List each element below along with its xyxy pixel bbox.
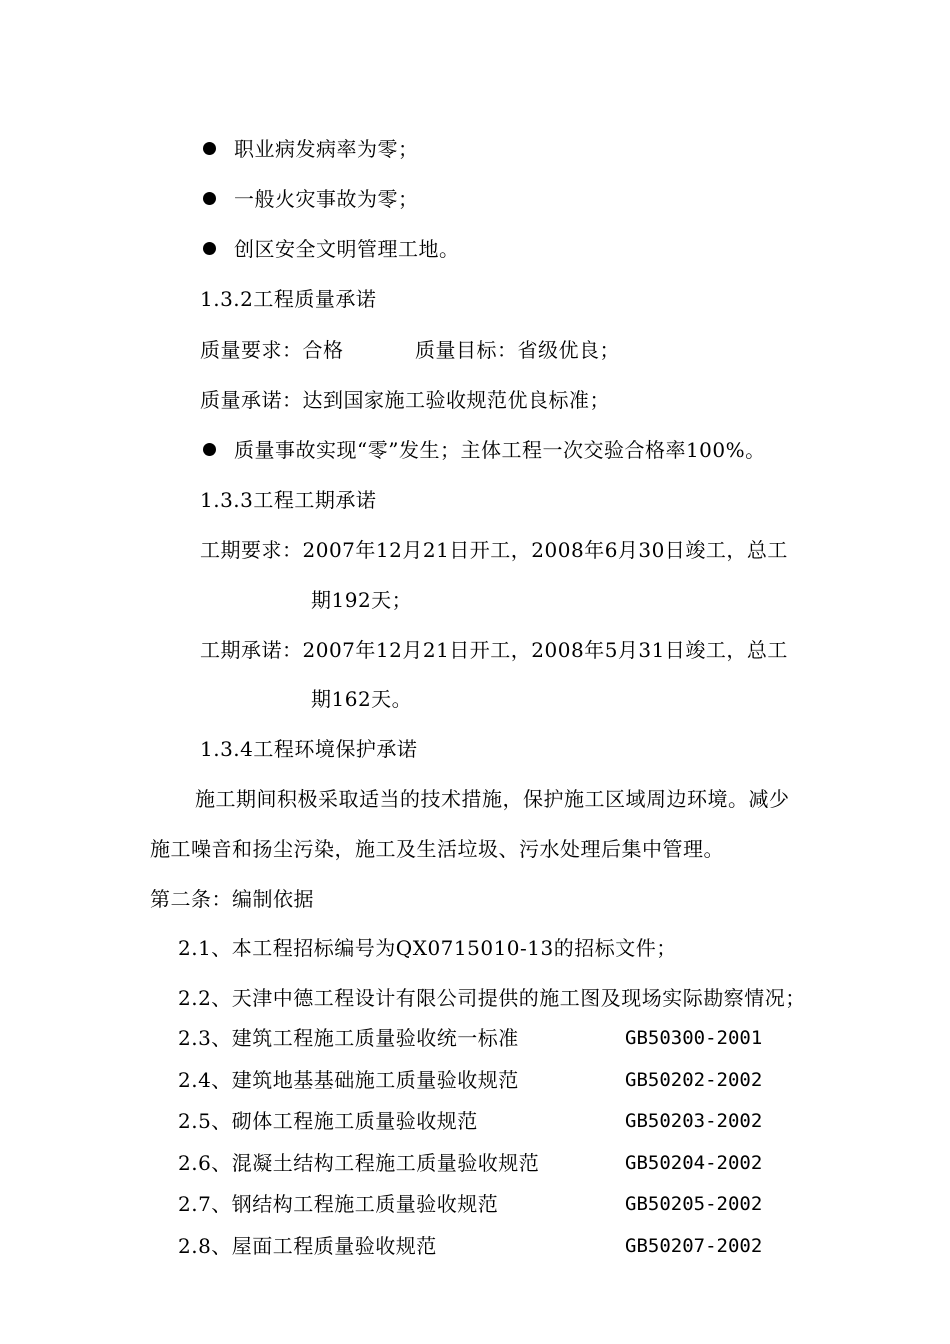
standard-code: GB50300-2001 xyxy=(625,1027,763,1049)
quality-requirement: 质量要求：合格 xyxy=(200,338,344,362)
bullet-dot xyxy=(203,192,216,205)
standard-name: 2.8、屋面工程质量验收规范 xyxy=(178,1234,437,1258)
quality-bullet-text: 质量事故实现“零”发生；主体工程一次交验合格率100%。 xyxy=(234,438,766,462)
standard-code: GB50207-2002 xyxy=(625,1235,763,1257)
quality-goal: 质量目标：省级优良； xyxy=(415,338,620,362)
basis-item-2-1: 2.1、本工程招标编号为QX0715010-13的招标文件； xyxy=(178,936,677,960)
environment-paragraph-line1: 施工期间积极采取适当的技术措施，保护施工区域周边环境。减少 xyxy=(195,787,790,811)
standard-code: GB50204-2002 xyxy=(625,1152,763,1174)
standard-code: GB50205-2002 xyxy=(625,1193,763,1215)
standard-name: 2.7、钢结构工程施工质量验收规范 xyxy=(178,1192,499,1216)
schedule-requirement-line2: 期192天； xyxy=(311,588,413,612)
standard-code: GB50202-2002 xyxy=(625,1069,763,1091)
standard-name: 2.6、混凝土结构工程施工质量验收规范 xyxy=(178,1151,540,1175)
bullet-text: 创区安全文明管理工地。 xyxy=(234,237,460,261)
schedule-requirement-line1: 工期要求：2007年12月21日开工，2008年6月30日竣工，总工 xyxy=(200,538,788,562)
section-heading-1-3-2: 1.3.2工程质量承诺 xyxy=(200,287,377,311)
bullet-dot xyxy=(203,242,216,255)
section-heading-1-3-4: 1.3.4工程环境保护承诺 xyxy=(200,737,418,761)
standard-code: GB50203-2002 xyxy=(625,1110,763,1132)
schedule-commitment-line1: 工期承诺：2007年12月21日开工，2008年5月31日竣工，总工 xyxy=(200,638,788,662)
bullet-text: 职业病发病率为零； xyxy=(234,137,419,161)
standard-name: 2.4、建筑地基基础施工质量验收规范 xyxy=(178,1068,519,1092)
bullet-text: 一般火灾事故为零； xyxy=(234,187,419,211)
section-heading-1-3-3: 1.3.3工程工期承诺 xyxy=(200,488,377,512)
standard-name: 2.5、砌体工程施工质量验收规范 xyxy=(178,1109,478,1133)
quality-commitment: 质量承诺：达到国家施工验收规范优良标准； xyxy=(200,388,610,412)
schedule-commitment-line2: 期162天。 xyxy=(311,687,413,711)
article-2-heading: 第二条：编制依据 xyxy=(150,887,314,911)
standard-name: 2.3、建筑工程施工质量验收统一标准 xyxy=(178,1026,519,1050)
bullet-dot xyxy=(203,443,216,456)
environment-paragraph-line2: 施工噪音和扬尘污染，施工及生活垃圾、污水处理后集中管理。 xyxy=(150,837,724,861)
bullet-dot xyxy=(203,142,216,155)
basis-item-2-2: 2.2、天津中德工程设计有限公司提供的施工图及现场实际勘察情况； xyxy=(178,986,806,1010)
